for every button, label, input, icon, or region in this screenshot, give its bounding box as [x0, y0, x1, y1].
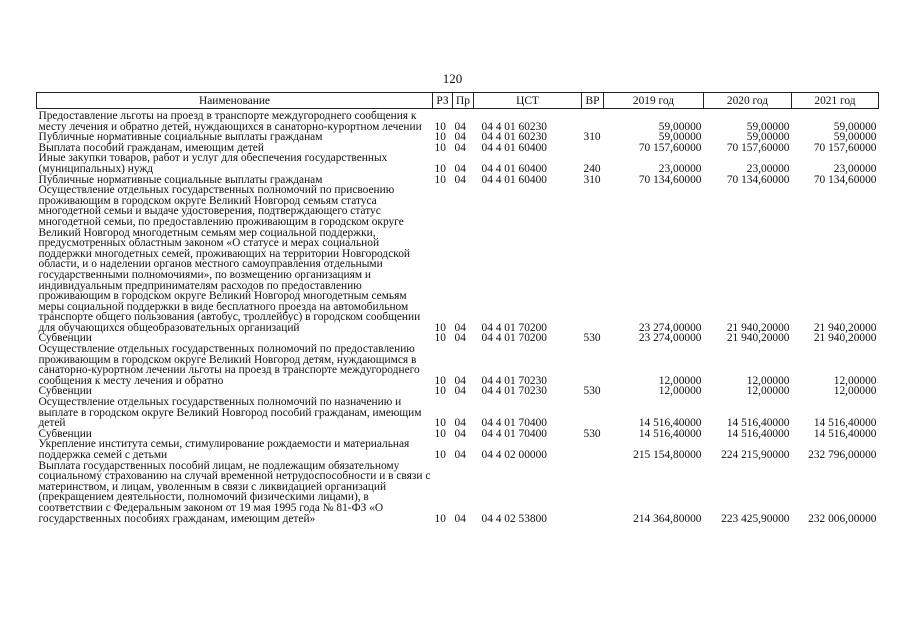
cell-pr: 04 [454, 321, 466, 334]
cell-vr: 530 [583, 385, 601, 398]
cell-rz: 10 [434, 131, 446, 144]
cell-y2020: 14 516,40000 [726, 427, 790, 440]
cell-vr: 530 [583, 427, 601, 440]
cell-y2021: 14 516,40000 [813, 417, 877, 430]
cell-cst: 04 4 01 60230 [481, 131, 547, 144]
cell-y2021: 232 006,00000 [808, 512, 877, 525]
table-row [37, 111, 879, 132]
table-row [37, 344, 879, 386]
cell-y2021: 59,00000 [833, 120, 877, 133]
cell-rz: 10 [434, 321, 446, 334]
cell-rz: 10 [434, 427, 446, 440]
cell-y2020: 59,00000 [746, 131, 790, 144]
cell-vr [582, 461, 604, 525]
cell-y2020: 224 215,90000 [721, 449, 790, 461]
header-pr: Пр [453, 93, 474, 109]
cell-y2021: 21 940,20000 [813, 332, 877, 345]
page-number: 120 [442, 71, 463, 86]
table-row [37, 397, 879, 429]
cell-pr: 04 [454, 173, 466, 186]
cell-name: Публичные нормативные социальные выплаты гражданам [38, 173, 323, 186]
cell-y2020: 70 157,60000 [726, 141, 790, 154]
cell-pr: 04 [454, 141, 466, 154]
cell-pr: 04 [454, 332, 466, 345]
cell-y2020: 223 425,90000 [721, 512, 790, 525]
cell-y2019: 23 274,00000 [638, 332, 702, 345]
cell-name: Выплата пособий гражданам, имеющим детей [38, 141, 264, 154]
cell-cst: 04 4 02 00000 [481, 449, 547, 461]
cell-y2021: 70 134,60000 [813, 173, 877, 186]
cell-rz: 10 [434, 332, 446, 345]
cell-pr: 04 [454, 374, 466, 387]
cell-rz: 10 [434, 512, 446, 525]
table-header-row [37, 93, 879, 109]
cell-cst: 04 4 01 60400 [481, 141, 547, 154]
cell-y2021: 70 157,60000 [813, 141, 877, 154]
cell-name: Укрепление института семьи, стимулирование рождаемости и материальная поддержка семей с детьми [38, 438, 410, 461]
cell-y2019: 59,00000 [658, 120, 702, 133]
cell-pr: 04 [454, 120, 466, 133]
header-cst: ЦСТ [474, 93, 582, 109]
cell-vr [582, 344, 604, 386]
cell-pr: 04 [454, 131, 466, 144]
cell-vr [582, 439, 604, 460]
table-row [37, 439, 879, 460]
cell-vr [582, 397, 604, 429]
cell-cst: 04 4 01 70230 [481, 385, 547, 398]
cell-y2020: 12,00000 [746, 374, 790, 387]
cell-rz: 10 [434, 162, 446, 175]
cell-rz: 10 [434, 141, 446, 154]
cell-vr: 530 [583, 332, 601, 345]
cell-rz: 10 [434, 173, 446, 186]
cell-cst: 04 4 01 70200 [481, 321, 547, 334]
header-2021: 2021 год [792, 93, 879, 109]
cell-y2019: 12,00000 [658, 374, 702, 387]
header-2020: 2020 год [704, 93, 792, 109]
cell-cst: 04 4 01 70230 [481, 374, 547, 387]
header-2019: 2019 год [604, 93, 704, 109]
cell-name: Иные закупки товаров, работ и услуг для обеспечения государственных (муниципальных) нужд [38, 152, 388, 175]
cell-cst: 04 4 01 70400 [481, 427, 547, 440]
cell-y2019: 23 274,00000 [638, 321, 702, 334]
cell-name: Субвенции [38, 385, 92, 398]
cell-pr: 04 [454, 385, 466, 398]
cell-y2020: 59,00000 [746, 120, 790, 133]
cell-rz: 10 [434, 374, 446, 387]
cell-vr: 310 [583, 173, 601, 186]
cell-name: Осуществление отдельных государственных полномочий по предоставлению проживающим в городском округе Великий Новгород детям, нуждающимся в санаторно-курортном лечении льготы на проезд в транспорте междугороднего сообщения к месту лечения и обратно [38, 343, 420, 387]
cell-vr [582, 111, 604, 132]
cell-y2019: 14 516,40000 [638, 417, 702, 430]
cell-pr: 04 [454, 427, 466, 440]
cell-y2020: 21 940,20000 [726, 332, 790, 345]
cell-name: Предоставление льготы на проезд в транспорте междугороднего сообщения к месту лечения и обратно детей, нуждающихся в санаторно-курортном лечении [38, 110, 422, 133]
cell-y2021: 12,00000 [833, 385, 877, 398]
cell-rz: 10 [434, 120, 446, 133]
table-row [37, 153, 879, 174]
cell-name: Осуществление отдельных государственных полномочий по назначению и выплате в городском округе Великий Новгород пособий гражданам, имеющим детей [38, 396, 422, 430]
cell-cst: 04 4 01 60400 [481, 162, 547, 175]
cell-rz: 10 [434, 417, 446, 430]
cell-cst: 04 4 01 70200 [481, 332, 547, 345]
cell-vr [582, 143, 604, 154]
cell-y2020: 23,00000 [746, 162, 790, 175]
header-vr: ВР [582, 93, 604, 109]
cell-y2019: 70 134,60000 [638, 173, 702, 186]
table-row [37, 185, 879, 333]
cell-cst: 04 4 01 60230 [481, 120, 547, 133]
cell-y2019: 215 154,80000 [633, 449, 702, 461]
cell-y2019: 70 157,60000 [638, 141, 702, 154]
cell-y2020: 21 940,20000 [726, 321, 790, 334]
cell-cst: 04 4 01 70400 [481, 417, 547, 430]
cell-y2019: 23,00000 [658, 162, 702, 175]
cell-cst: 04 4 02 53800 [481, 512, 547, 525]
cell-rz: 10 [434, 449, 446, 461]
cell-y2019: 214 364,80000 [633, 512, 702, 525]
table-row [37, 461, 879, 525]
header-rz: РЗ [433, 93, 453, 109]
header-name: Наименование [37, 93, 433, 109]
cell-y2021: 21 940,20000 [813, 321, 877, 334]
cell-cst: 04 4 01 60400 [481, 173, 547, 186]
cell-y2020: 70 134,60000 [726, 173, 790, 186]
cell-name: Осуществление отдельных государственных полномочий по присвоению проживающим в городском округе Великий Новгород семьям статуса многодетной семьи и выдаче удостоверения, подтверждающего статус многодетной семьи, по предоставлению проживающим в городском округе Великий Новгород многодетным семьям мер социальной поддержки, предусмотренных областным законом «О статусе и мерах социальной поддержки многодетных семей, проживающих на территории Новгородской области, и о наделении органов местного самоуправления отдельными государственными полномочиями», по возмещению организациям и индивидуальным предпринимателям расходов по предоставлению проживающим в городском округе Великий Новгород многодетным семьям меры социальной поддержки в виде бесплатного проезда на автомобильном транспорте общего пользования (автобус, троллейбус) в городском сообщении для обучающихся общеобразовательных организаций [38, 184, 421, 334]
cell-y2019: 12,00000 [658, 385, 702, 398]
cell-y2021: 23,00000 [833, 162, 877, 175]
cell-y2020: 12,00000 [746, 385, 790, 398]
budget-table [36, 92, 879, 524]
table-body [37, 109, 879, 525]
cell-vr: 310 [583, 131, 601, 144]
cell-vr [582, 185, 604, 333]
cell-y2021: 232 796,00000 [808, 449, 877, 461]
cell-pr: 04 [454, 512, 466, 525]
cell-y2020: 14 516,40000 [726, 417, 790, 430]
cell-name: Субвенции [38, 427, 92, 440]
cell-y2021: 12,00000 [833, 374, 877, 387]
cell-pr: 04 [454, 449, 466, 461]
cell-y2021: 14 516,40000 [813, 427, 877, 440]
cell-name: Публичные нормативные социальные выплаты гражданам [38, 131, 323, 144]
cell-y2019: 14 516,40000 [638, 427, 702, 440]
cell-pr: 04 [454, 417, 466, 430]
cell-y2019: 59,00000 [658, 131, 702, 144]
cell-rz: 10 [434, 385, 446, 398]
cell-vr: 240 [583, 162, 601, 175]
cell-y2021: 59,00000 [833, 131, 877, 144]
cell-name: Выплата государственных пособий лицам, не подлежащим обязательному социальному страхованию на случай временной нетрудоспособности и в связи с материнством, и лицам, уволенным в связи с ликвидацией организаций (прекращением деятельности, полномочий физическими лицами), в соответствии с Федеральным законом от 19 мая 1995 года № 81-ФЗ «О государственных пособиях гражданам, имеющим детей» [38, 459, 431, 525]
cell-name: Субвенции [38, 332, 92, 345]
cell-pr: 04 [454, 162, 466, 175]
